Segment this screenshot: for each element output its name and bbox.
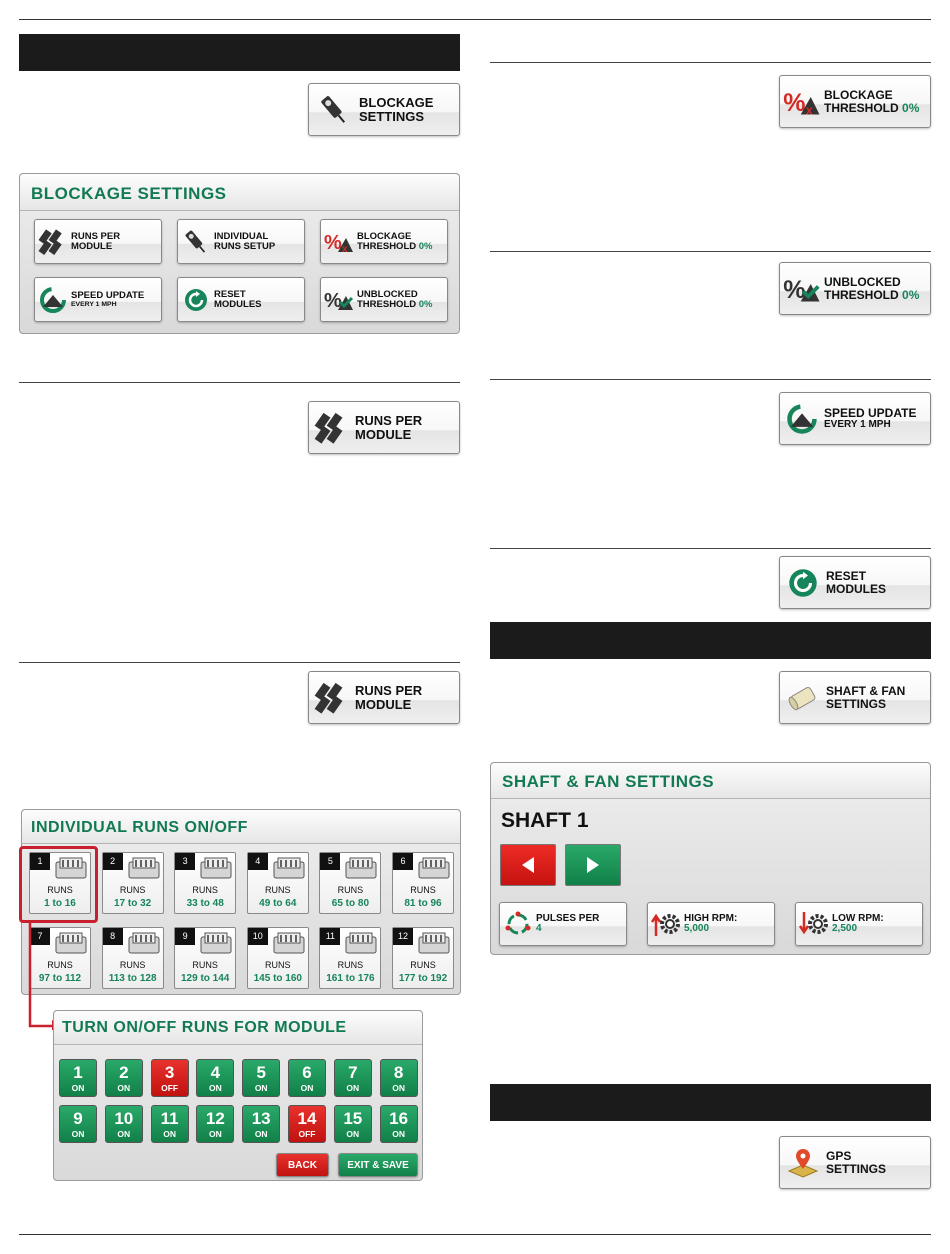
section-rule xyxy=(490,379,931,380)
arrow-right-icon xyxy=(586,856,600,874)
button-label-line2: THRESHOLD xyxy=(357,298,417,310)
button-label-line1: UNBLOCKED xyxy=(357,288,418,300)
runs-range: 145 to 160 xyxy=(253,973,302,984)
run-state: ON xyxy=(254,1129,268,1139)
runs-label: RUNS xyxy=(119,960,146,970)
module-tile[interactable] xyxy=(319,852,381,914)
speed-gauge-icon xyxy=(780,402,824,436)
speed-update-button[interactable] xyxy=(779,392,931,445)
low-rpm-value: 2,500 xyxy=(832,923,858,934)
top-rule xyxy=(19,19,931,20)
pulses-label: PULSES PER xyxy=(536,912,600,924)
button-label-line2: MODULES xyxy=(826,581,886,596)
run-state: OFF xyxy=(298,1129,316,1139)
section-header-bar xyxy=(19,34,460,71)
run-toggle-14[interactable] xyxy=(288,1105,326,1143)
reset-icon xyxy=(780,568,826,598)
run-toggle-12[interactable] xyxy=(196,1105,234,1143)
runs-per-module-button[interactable] xyxy=(308,671,460,724)
runs-label: RUNS xyxy=(47,960,73,970)
svg-text:x: x xyxy=(342,243,348,254)
shaft-label: SHAFT 1 xyxy=(501,809,589,832)
runs-per-module-button[interactable] xyxy=(308,401,460,454)
run-number: 8 xyxy=(393,1063,404,1082)
runs-label: RUNS xyxy=(265,885,291,895)
blockage-threshold-button[interactable] xyxy=(320,219,448,264)
modules-icon xyxy=(35,227,71,257)
sensor-icon xyxy=(178,228,214,256)
high-rpm-label: HIGH RPM: xyxy=(684,912,738,924)
runs-range: 81 to 96 xyxy=(404,898,442,909)
button-label-line2: SETTINGS xyxy=(826,1161,887,1176)
section-header-bar xyxy=(490,622,931,659)
module-number: 5 xyxy=(320,853,340,870)
run-number: 4 xyxy=(210,1063,221,1082)
run-number: 6 xyxy=(302,1063,312,1082)
run-state: ON xyxy=(300,1083,314,1093)
module-tile[interactable] xyxy=(102,927,164,989)
runs-range: 1 to 16 xyxy=(44,898,76,909)
button-label-line2: MODULE xyxy=(71,240,113,252)
module-number: 8 xyxy=(103,928,123,945)
panel-title: SHAFT & FAN SETTINGS xyxy=(491,763,930,799)
panel-title: TURN ON/OFF RUNS FOR MODULE xyxy=(54,1011,422,1045)
module-tile[interactable] xyxy=(174,927,236,989)
module-icon xyxy=(272,931,306,955)
panel-title: BLOCKAGE SETTINGS xyxy=(20,174,459,211)
module-number: 4 xyxy=(248,853,268,870)
module-number: 2 xyxy=(103,853,123,870)
button-label-line1: SPEED UPDATE xyxy=(824,405,917,420)
module-tile[interactable] xyxy=(392,927,454,989)
module-icon xyxy=(127,856,161,880)
percent-unblocked-icon xyxy=(321,288,357,312)
speed-update-button[interactable] xyxy=(34,277,162,322)
runs-range: 177 to 192 xyxy=(398,973,448,984)
run-number: 5 xyxy=(256,1063,266,1082)
button-label-line1: BLOCKAGE xyxy=(357,230,412,242)
button-label-line1: RESET xyxy=(826,568,867,583)
previous-shaft-button[interactable] xyxy=(500,844,556,886)
run-state: ON xyxy=(392,1083,405,1093)
high-rpm-button[interactable] xyxy=(647,902,775,946)
pulses-per-button[interactable] xyxy=(499,902,627,946)
run-state: ON xyxy=(117,1083,131,1093)
modules-icon xyxy=(309,680,355,716)
run-toggle-11[interactable] xyxy=(151,1105,189,1143)
run-number: 13 xyxy=(251,1109,271,1128)
button-label-line1: UNBLOCKED xyxy=(824,274,901,289)
section-rule xyxy=(490,251,931,252)
button-label-line2: SETTINGS xyxy=(359,108,425,124)
module-number: 7 xyxy=(30,928,50,945)
section-rule xyxy=(19,382,460,383)
button-label-line1: RUNS PER xyxy=(71,230,121,242)
button-label-line1: SPEED UPDATE xyxy=(71,289,145,301)
sensor-icon xyxy=(309,93,359,127)
reset-icon xyxy=(178,288,214,312)
percent-blocked-icon xyxy=(321,230,357,254)
low-rpm-button[interactable] xyxy=(795,902,923,946)
runs-range: 33 to 48 xyxy=(186,898,224,909)
turn-runs-panel xyxy=(53,1010,423,1181)
shaft-fan-settings-button[interactable] xyxy=(779,671,931,724)
module-number: 11 xyxy=(320,928,340,945)
button-label-line1: INDIVIDUAL xyxy=(214,230,269,242)
blockage-settings-panel xyxy=(19,173,460,334)
percent-blocked-icon xyxy=(780,87,824,117)
runs-range: 129 to 144 xyxy=(181,973,230,984)
run-number: 10 xyxy=(114,1109,134,1128)
runs-label: RUNS xyxy=(47,885,73,895)
button-label-line1: RUNS PER xyxy=(355,682,423,698)
module-number: 9 xyxy=(175,928,195,945)
button-label-line1: RESET xyxy=(214,288,246,300)
run-state: ON xyxy=(392,1129,405,1139)
run-number: 3 xyxy=(164,1063,175,1082)
reset-modules-button[interactable] xyxy=(177,277,305,322)
run-toggle-16[interactable] xyxy=(380,1105,418,1143)
pulses-icon xyxy=(500,911,536,937)
run-number: 12 xyxy=(205,1109,225,1128)
threshold-value: 0% xyxy=(902,287,920,302)
run-toggle-13[interactable] xyxy=(242,1105,280,1143)
unblocked-threshold-button[interactable] xyxy=(779,262,931,315)
individual-runs-setup-button[interactable] xyxy=(177,219,305,264)
svg-text:%: % xyxy=(324,231,342,254)
module-icon xyxy=(344,856,378,880)
back-button[interactable]: BACK xyxy=(276,1153,329,1177)
section-rule xyxy=(19,662,460,663)
button-label-line1: RUNS PER xyxy=(355,412,423,428)
run-number: 16 xyxy=(389,1109,409,1128)
speed-gauge-icon xyxy=(35,285,71,315)
run-state: ON xyxy=(346,1129,360,1139)
run-toggle-1[interactable] xyxy=(59,1059,97,1097)
run-state: ON xyxy=(71,1129,85,1139)
svg-text:x: x xyxy=(805,103,813,117)
run-toggle-6[interactable] xyxy=(288,1059,326,1097)
module-icon xyxy=(199,856,233,880)
run-toggle-3[interactable] xyxy=(151,1059,189,1097)
module-number: 6 xyxy=(393,853,413,870)
runs-label: RUNS xyxy=(265,960,291,970)
runs-per-module-button[interactable] xyxy=(34,219,162,264)
module-icon xyxy=(417,931,451,955)
run-toggle-7[interactable] xyxy=(334,1059,372,1097)
next-shaft-button[interactable] xyxy=(565,844,621,886)
arrow-left-icon xyxy=(521,856,535,874)
button-label-line2: MODULE xyxy=(355,696,412,712)
button-label-line1: BLOCKAGE xyxy=(359,94,434,110)
button-label-line1: SHAFT & FAN xyxy=(826,683,906,698)
run-number: 2 xyxy=(119,1063,129,1082)
module-tile[interactable] xyxy=(102,852,164,914)
gear-down-icon xyxy=(796,910,832,938)
svg-text:%: % xyxy=(324,289,342,312)
threshold-value: 0% xyxy=(418,298,433,310)
module-tile[interactable] xyxy=(247,927,309,989)
module-icon xyxy=(199,931,233,955)
run-toggle-15[interactable] xyxy=(334,1105,372,1143)
run-state: ON xyxy=(209,1083,222,1093)
modules-icon xyxy=(309,410,355,446)
run-toggle-2[interactable] xyxy=(105,1059,143,1097)
run-number: 1 xyxy=(73,1063,83,1082)
section-header-bar xyxy=(490,1084,931,1121)
module-tile[interactable] xyxy=(319,927,381,989)
button-label-line1: GPS xyxy=(826,1148,852,1163)
button-label-line2: MODULE xyxy=(355,426,412,442)
blockage-settings-button[interactable] xyxy=(308,83,460,136)
blockage-threshold-button[interactable] xyxy=(779,75,931,128)
bottom-rule xyxy=(19,1234,931,1235)
run-number: 15 xyxy=(343,1109,363,1128)
run-state: ON xyxy=(163,1129,176,1139)
module-number: 1 xyxy=(30,853,50,870)
reset-modules-button[interactable] xyxy=(779,556,931,609)
runs-range: 113 to 128 xyxy=(108,973,157,984)
panel-title: INDIVIDUAL RUNS ON/OFF xyxy=(22,810,460,844)
runs-label: RUNS xyxy=(337,960,364,970)
runs-range: 97 to 112 xyxy=(38,973,82,984)
runs-label: RUNS xyxy=(192,960,218,970)
module-icon xyxy=(344,931,378,955)
map-pin-icon xyxy=(780,1147,826,1179)
module-icon xyxy=(272,856,306,880)
module-number: 10 xyxy=(248,928,268,945)
button-label-line1: BLOCKAGE xyxy=(824,87,893,102)
run-number: 11 xyxy=(160,1109,179,1128)
pulses-value: 4 xyxy=(536,923,542,934)
run-state: OFF xyxy=(161,1083,179,1093)
threshold-value: 0% xyxy=(902,100,920,115)
run-number: 7 xyxy=(348,1063,358,1082)
runs-label: RUNS xyxy=(119,885,146,895)
gear-up-icon xyxy=(648,910,684,938)
svg-text:%: % xyxy=(783,88,806,117)
shaft-fan-panel xyxy=(490,762,931,955)
module-number: 3 xyxy=(175,853,195,870)
button-label-line2: THRESHOLD xyxy=(824,100,899,115)
runs-label: RUNS xyxy=(192,885,218,895)
run-state: ON xyxy=(346,1083,360,1093)
runs-range: 49 to 64 xyxy=(259,898,297,909)
module-tile[interactable] xyxy=(174,852,236,914)
section-rule xyxy=(490,62,931,63)
runs-range: 65 to 80 xyxy=(331,898,370,909)
runs-label: RUNS xyxy=(410,960,436,970)
module-number: 12 xyxy=(393,928,413,945)
selected-module-highlight xyxy=(19,846,98,923)
shaft-icon xyxy=(780,683,826,713)
run-toggle-4[interactable] xyxy=(196,1059,234,1097)
button-label-line2: EVERY 1 MPH xyxy=(824,418,891,430)
svg-text:%: % xyxy=(783,275,806,304)
button-label-line2: THRESHOLD xyxy=(824,287,899,302)
run-state: ON xyxy=(254,1083,268,1093)
run-toggle-8[interactable] xyxy=(380,1059,418,1097)
run-toggle-10[interactable] xyxy=(105,1105,143,1143)
run-state: ON xyxy=(209,1129,222,1139)
run-toggle-5[interactable] xyxy=(242,1059,280,1097)
module-tile[interactable] xyxy=(247,852,309,914)
module-icon xyxy=(127,931,161,955)
run-number: 14 xyxy=(297,1109,317,1128)
button-label-line2: EVERY 1 MPH xyxy=(71,300,117,308)
module-icon xyxy=(417,856,451,880)
high-rpm-value: 5,000 xyxy=(684,923,710,934)
button-label-line2: THRESHOLD xyxy=(357,240,417,252)
button-label-line2: RUNS SETUP xyxy=(214,240,276,252)
run-state: ON xyxy=(117,1129,131,1139)
button-label-line2: SETTINGS xyxy=(826,696,887,711)
threshold-value: 0% xyxy=(418,240,433,252)
run-state: ON xyxy=(71,1083,85,1093)
exit-save-button[interactable]: EXIT & SAVE xyxy=(338,1153,418,1177)
run-number: 9 xyxy=(73,1109,83,1128)
button-label-line2: MODULES xyxy=(214,298,262,310)
module-tile[interactable] xyxy=(392,852,454,914)
runs-label: RUNS xyxy=(410,885,436,895)
percent-unblocked-icon xyxy=(780,274,824,304)
runs-label: RUNS xyxy=(337,885,364,895)
low-rpm-label: LOW RPM: xyxy=(832,912,884,924)
unblocked-threshold-button[interactable] xyxy=(320,277,448,322)
section-rule xyxy=(490,548,931,549)
runs-range: 161 to 176 xyxy=(326,973,375,984)
gps-settings-button[interactable] xyxy=(779,1136,931,1189)
runs-range: 17 to 32 xyxy=(113,898,152,909)
run-toggle-9[interactable] xyxy=(59,1105,97,1143)
